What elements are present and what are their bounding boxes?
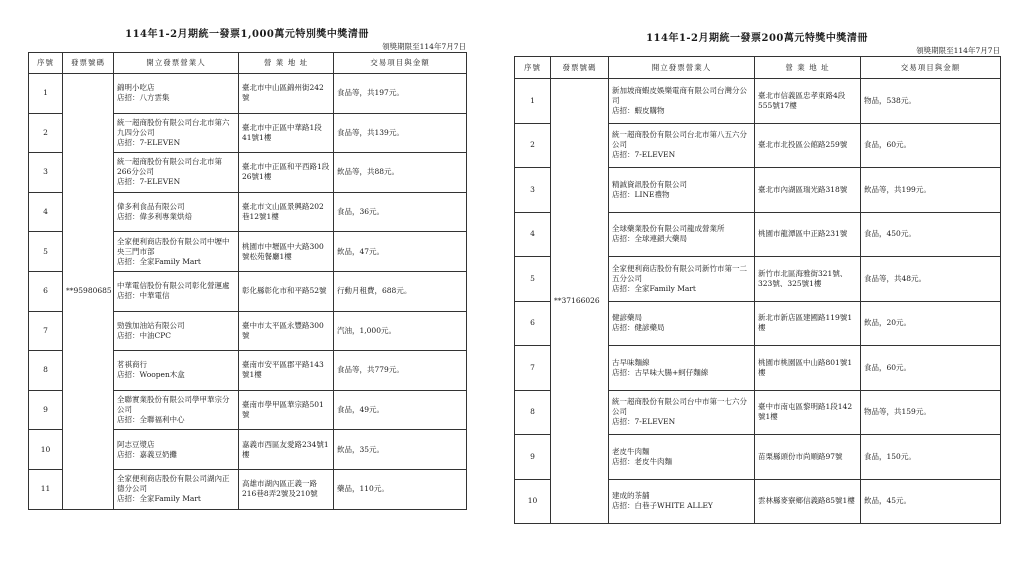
store-sign: 店招：老皮牛肉麵 [612, 456, 672, 466]
merchant-name: 阿志豆漿店 [117, 439, 155, 449]
business-address: 雲林縣麥寮鄉信義路85號1樓 [755, 479, 861, 524]
row-seq: 2 [29, 113, 63, 153]
merchant-name: 中華電信股份有限公司彰化營運處 [117, 281, 230, 291]
business-address: 高雄市湖內區正義一路216巷8弄2號及210號 [239, 469, 334, 509]
row-seq: 3 [29, 153, 63, 193]
transaction-amount: 食品等，共197元。 [334, 74, 467, 114]
merchant-cell [114, 153, 239, 193]
transaction-amount: 食品，36元。 [334, 192, 467, 232]
left-document-title: 114年1-2月期統一發票1,000萬元特別獎中獎清冊 [125, 29, 369, 40]
business-address: 桃園市中壢區中大路300號松苑餐廳1樓 [239, 232, 334, 272]
store-sign: 店招：中油CPC [117, 330, 172, 340]
store-sign: 店招：偉多利專業烘焙 [117, 212, 192, 222]
store-sign: 店招：全球連鎖大藥局 [612, 234, 687, 244]
row-seq: 6 [515, 301, 551, 346]
transaction-amount: 飲品等，共199元。 [861, 168, 1001, 213]
row-seq: 8 [29, 351, 63, 391]
store-sign: 店招：蝦皮購物 [612, 105, 665, 115]
merchant-cell [609, 257, 755, 302]
table-row [515, 79, 1001, 124]
merchant-name: 建成的茶舖 [612, 491, 650, 501]
header-invoice: 發票號碼 [551, 57, 609, 79]
transaction-amount: 飲品，20元。 [861, 301, 1001, 346]
transaction-amount: 食品等，共779元。 [334, 351, 467, 391]
store-sign: 店招：中華電信 [117, 291, 170, 301]
right-claim-deadline: 領獎期限至114年7月7日 [916, 46, 1000, 55]
row-seq: 4 [29, 192, 63, 232]
merchant-cell [609, 479, 755, 524]
transaction-amount: 飲品，47元。 [334, 232, 467, 272]
store-sign: 店招：Woopen木盒 [117, 370, 185, 380]
merchant-name: 統一超商股份有限公司台北市第六九四分公司 [117, 117, 230, 137]
row-seq: 1 [515, 79, 551, 124]
header-seq: 序號 [515, 57, 551, 79]
right-document-title: 114年1-2月期統一發票200萬元特獎中獎清冊 [646, 33, 868, 44]
row-seq: 7 [515, 346, 551, 391]
row-seq: 8 [515, 390, 551, 435]
merchant-name: 新加坡商蝦皮娛樂電商有限公司台灣分公司 [612, 85, 747, 105]
merchant-name: 精誠資訊股份有限公司 [612, 179, 687, 189]
merchant-name: 統一超商股份有限公司台中市第一七六分公司 [612, 397, 747, 417]
row-seq: 3 [515, 168, 551, 213]
left-winners-table [28, 52, 467, 510]
row-seq: 6 [29, 271, 63, 311]
merchant-cell [609, 390, 755, 435]
store-sign: 店招：7-ELEVEN [612, 150, 676, 160]
business-address: 臺北市中山區錦州街242號 [239, 74, 334, 114]
store-sign: 店招：7-ELEVEN [117, 177, 181, 187]
merchant-name: 錦明小吃店 [117, 83, 155, 93]
merchant-cell [609, 212, 755, 257]
transaction-amount: 藥品，110元。 [334, 469, 467, 509]
merchant-cell [114, 469, 239, 509]
business-address: 桃園市桃園區中山路801號1樓 [755, 346, 861, 391]
store-sign: 店招：白巷子WHITE ALLEY [612, 501, 713, 511]
business-address: 新北市新店區建國路119號1樓 [755, 301, 861, 346]
merchant-cell [114, 311, 239, 351]
transaction-amount: 食品等，共139元。 [334, 113, 467, 153]
row-seq: 9 [515, 435, 551, 480]
merchant-name: 全家便利商店股份有限公司湖內正德分公司 [117, 474, 230, 494]
merchant-cell [114, 192, 239, 232]
invoice-number: **95980685 [63, 74, 114, 510]
transaction-amount: 食品等，共48元。 [861, 257, 1001, 302]
store-sign: 店招：全聯福利中心 [117, 415, 185, 425]
left-claim-deadline: 領獎期限至114年7月7日 [382, 42, 466, 51]
table-header-row [29, 53, 467, 74]
row-seq: 1 [29, 74, 63, 114]
store-sign: 店招：7-ELEVEN [117, 137, 181, 147]
row-seq: 10 [515, 479, 551, 524]
header-amount: 交易項目與金額 [861, 57, 1001, 79]
business-address: 桃園市龍潭區中正路231號 [755, 212, 861, 257]
merchant-cell [114, 390, 239, 430]
merchant-cell [114, 430, 239, 470]
table-header-row [515, 57, 1001, 79]
transaction-amount: 食品，60元。 [861, 346, 1001, 391]
right-table-body [515, 79, 1001, 524]
store-sign: 店招：全家Family Mart [117, 256, 201, 266]
invoice-number: **37166026 [551, 79, 609, 524]
row-seq: 7 [29, 311, 63, 351]
header-merchant: 開立發票營業人 [114, 53, 239, 74]
right-winners-table [514, 56, 1001, 524]
row-seq: 2 [515, 123, 551, 168]
row-seq: 10 [29, 430, 63, 470]
merchant-name: 全家便利商店股份有限公司新竹市第一二五分公司 [612, 263, 747, 283]
store-sign: 店招：嘉義豆奶攤 [117, 449, 177, 459]
merchant-cell [114, 232, 239, 272]
business-address: 臺北市內湖區瑞光路318號 [755, 168, 861, 213]
header-merchant: 開立發票營業人 [609, 57, 755, 79]
merchant-cell [114, 113, 239, 153]
merchant-name: 偉多利食品有限公司 [117, 202, 185, 212]
transaction-amount: 飲品等，共88元。 [334, 153, 467, 193]
business-address: 臺中市南屯區黎明路1段142號1樓 [755, 390, 861, 435]
merchant-name: 全球藥業股份有限公司龍成營業所 [612, 224, 725, 234]
merchant-name: 全家便利商店股份有限公司中壢中央三門市部 [117, 236, 230, 256]
left-document [28, 28, 466, 510]
store-sign: 店招：全家Family Mart [612, 283, 696, 293]
transaction-amount: 物品，538元。 [861, 79, 1001, 124]
business-address: 新竹市北區海雅街321號、323號、325號1樓 [755, 257, 861, 302]
merchant-name: 健諺藥局 [612, 313, 642, 323]
table-row [29, 74, 467, 114]
business-address: 臺北市文山區景興路202巷12號1樓 [239, 192, 334, 232]
merchant-cell [609, 123, 755, 168]
store-sign: 店招：八方雲集 [117, 93, 170, 103]
row-seq: 11 [29, 469, 63, 509]
business-address: 臺北市中正區和平西路1段26號1樓 [239, 153, 334, 193]
merchant-name: 勁強加油站有限公司 [117, 320, 185, 330]
merchant-name: 統一超商股份有限公司台北市第八五六分公司 [612, 130, 747, 150]
business-address: 臺北市信義區忠孝東路4段555號17樓 [755, 79, 861, 124]
header-address: 營 業 地 址 [755, 57, 861, 79]
transaction-amount: 物品等，共159元。 [861, 390, 1001, 435]
business-address: 彰化縣彰化市和平路52號 [239, 271, 334, 311]
transaction-amount: 食品，150元。 [861, 435, 1001, 480]
business-address: 臺中市太平區永豐路300號 [239, 311, 334, 351]
merchant-cell [114, 271, 239, 311]
header-address: 營 業 地 址 [239, 53, 334, 74]
merchant-cell [114, 74, 239, 114]
row-seq: 9 [29, 390, 63, 430]
transaction-amount: 飲品，35元。 [334, 430, 467, 470]
merchant-cell [609, 435, 755, 480]
business-address: 臺南市學甲區華宗路501號 [239, 390, 334, 430]
merchant-name: 老皮牛肉麵 [612, 446, 650, 456]
business-address: 苗栗縣頭份市尚順路97號 [755, 435, 861, 480]
business-address: 臺南市安平區郡平路143號1樓 [239, 351, 334, 391]
store-sign: 店招：健諺藥局 [612, 323, 665, 333]
transaction-amount: 行動月租費，688元。 [334, 271, 467, 311]
left-table-body [29, 74, 467, 510]
merchant-cell [609, 301, 755, 346]
transaction-amount: 食品，450元。 [861, 212, 1001, 257]
transaction-amount: 飲品，45元。 [861, 479, 1001, 524]
business-address: 臺北市北投區公館路259號 [755, 123, 861, 168]
merchant-cell [609, 79, 755, 124]
transaction-amount: 食品，49元。 [334, 390, 467, 430]
transaction-amount: 汽油，1,000元。 [334, 311, 467, 351]
header-invoice: 發票號碼 [63, 53, 114, 74]
store-sign: 店招：LINE禮物 [612, 189, 670, 199]
right-document [514, 32, 1000, 524]
merchant-cell [114, 351, 239, 391]
merchant-name: 古早味麵線 [612, 357, 650, 367]
store-sign: 店招：7-ELEVEN [612, 417, 676, 427]
row-seq: 5 [515, 257, 551, 302]
business-address: 臺北市中正區中華路1段41號1樓 [239, 113, 334, 153]
merchant-name: 統一超商股份有限公司台北市第266分公司 [117, 157, 222, 177]
merchant-cell [609, 168, 755, 213]
merchant-name: 全聯實業股份有限公司學甲華宗分公司 [117, 395, 230, 415]
store-sign: 店招：全家Family Mart [117, 494, 201, 504]
transaction-amount: 食品，60元。 [861, 123, 1001, 168]
merchant-name: 茗祺商行 [117, 360, 147, 370]
row-seq: 4 [515, 212, 551, 257]
row-seq: 5 [29, 232, 63, 272]
header-seq: 序號 [29, 53, 63, 74]
business-address: 嘉義市西區友愛路234號1樓 [239, 430, 334, 470]
store-sign: 店招：古早味大腸+蚵仔麵線 [612, 367, 709, 377]
header-amount: 交易項目與金額 [334, 53, 467, 74]
merchant-cell [609, 346, 755, 391]
